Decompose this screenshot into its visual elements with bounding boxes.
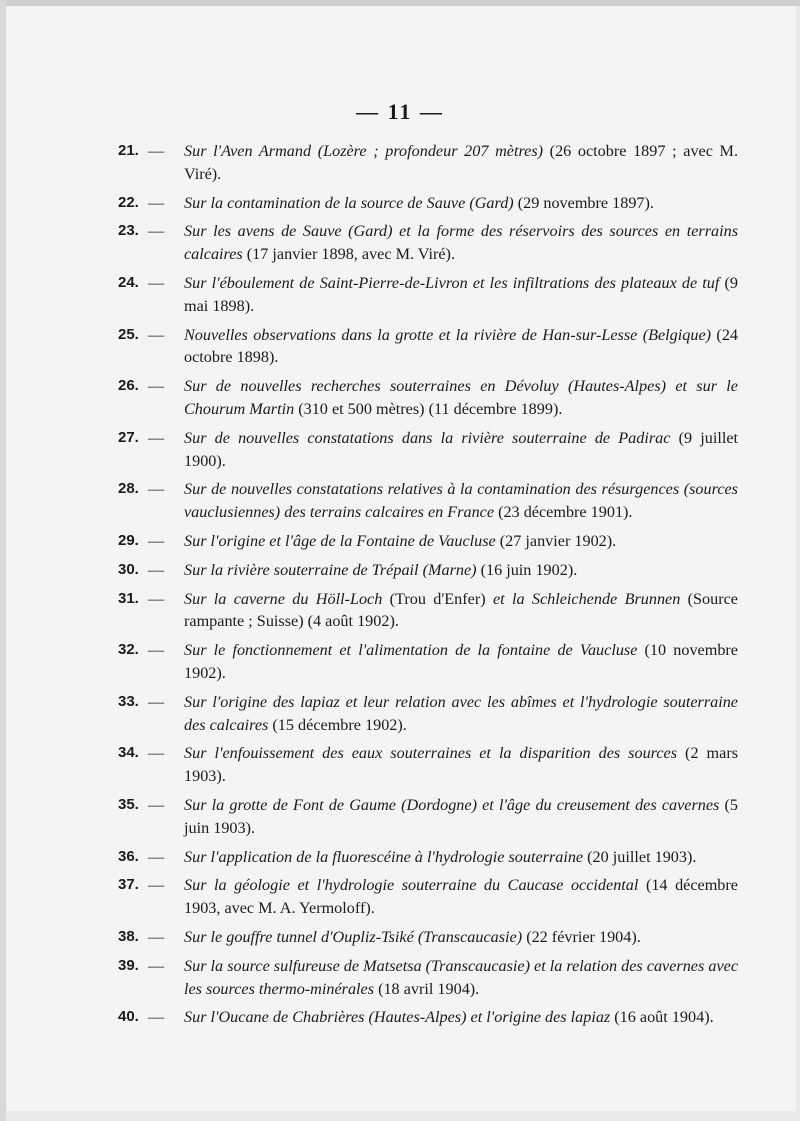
entry-detail: (10 novembre 1902). — [184, 641, 738, 682]
list-item — [118, 1006, 738, 1029]
entry-title: Sur l'origine et l'âge de la Fontaine de Vaucluse — [184, 531, 496, 550]
entry-title: Sur la grotte de Font de Gaume (Dordogne) et l'âge du creusement des cavernes — [184, 795, 720, 814]
entry-title: Sur l'enfouissement des eaux souterraines et la disparition des sources — [184, 744, 678, 763]
entry-dash: — — [148, 692, 165, 711]
list-item — [118, 530, 738, 553]
entry-detail: (9 mai 1898). — [184, 273, 738, 315]
entry-dash: — — [148, 795, 165, 814]
entry-dash: — — [148, 876, 165, 895]
list-item — [118, 874, 738, 920]
entry-dash: — — [148, 641, 165, 660]
entry-number: 29. — [118, 531, 139, 549]
entry-detail: (23 décembre 1901). — [494, 503, 633, 522]
entry-detail: (29 novembre 1897). — [513, 193, 654, 212]
entry-detail: (Source rampante ; Suisse) (4 août 1902). — [184, 589, 738, 631]
entry-title: Sur la rivière souterraine de Trépail (Marne) — [184, 560, 477, 579]
entry-title: Sur de nouvelles constatations dans la rivière souterraine de Padirac — [184, 428, 671, 447]
list-item — [118, 220, 738, 266]
entry-dash: — — [148, 480, 165, 499]
entry-detail: (18 avril 1904). — [374, 979, 480, 998]
entry-detail: (22 février 1904). — [522, 927, 641, 946]
page-number: — 11 — — [356, 99, 444, 124]
entry-number: 22. — [118, 193, 139, 211]
entry-dash: — — [148, 222, 165, 241]
entry-dash: — — [148, 560, 165, 579]
entry-title: Sur la contamination de la source de Sauve (Gard) — [184, 193, 514, 212]
list-item — [118, 140, 738, 186]
list-item — [118, 846, 738, 869]
list-item — [118, 926, 738, 949]
entry-number: 35. — [118, 795, 139, 813]
entry-detail: (16 août 1904). — [610, 1008, 714, 1027]
entry-dash: — — [148, 927, 165, 946]
entry-title: Sur les avens de Sauve (Gard) et la forme des réservoirs des sources en terrains calcaires — [184, 222, 738, 264]
entry-title: Sur le fonctionnement et l'alimentation de la fontaine de Vaucluse — [184, 641, 638, 660]
entry-detail: (5 juin 1903). — [184, 795, 738, 837]
list-item — [118, 324, 738, 370]
list-item — [118, 272, 738, 318]
entry-title: Sur l'origine des lapiaz et leur relation avec les abîmes et l'hydrologie souterraine des calcaires — [184, 692, 738, 734]
entry-title: Sur de nouvelles recherches souterraines en Dévoluy (Hautes-Alpes) et sur le Chourum Martin — [184, 377, 738, 418]
list-item — [118, 375, 738, 421]
entry-number: 31. — [118, 589, 139, 607]
entry-detail: (20 juillet 1903). — [583, 847, 697, 866]
entry-title: et la Schleichende Brunnen — [492, 589, 681, 608]
entry-number: 30. — [118, 560, 139, 578]
list-item — [118, 427, 738, 473]
entry-detail: (Trou d'Enfer) — [382, 589, 493, 608]
entry-number: 21. — [118, 142, 139, 159]
entry-detail: (310 et 500 mètres) (11 décembre 1899). — [294, 399, 563, 418]
entry-number: 27. — [118, 428, 139, 446]
entry-number: 24. — [118, 273, 139, 291]
entry-detail: (16 juin 1902). — [476, 560, 578, 579]
entry-number: 25. — [118, 325, 139, 343]
entry-title: Sur de nouvelles constatations relatives à la contamination des résurgences (sources vauclusiennes) des terrains calcaires en France — [184, 480, 738, 522]
entry-title: Sur l'éboulement de Saint-Pierre-de-Livron et les infiltrations des plateaux de tuf — [184, 273, 720, 292]
entry-dash: — — [148, 273, 165, 292]
entry-number: 32. — [118, 641, 139, 659]
entry-detail: (2 mars 1903). — [184, 744, 739, 786]
entry-detail: (27 janvier 1902). — [495, 531, 617, 550]
list-item — [118, 192, 738, 215]
entry-title: Sur l'Aven Armand (Lozère ; profondeur 207 mètres) — [184, 142, 544, 160]
entry-title: Sur la caverne du Höll-Loch — [184, 589, 383, 608]
entry-title: Sur la géologie et l'hydrologie souterraine du Caucase occidental — [184, 876, 639, 895]
list-item — [118, 478, 738, 524]
entry-detail: (15 décembre 1902). — [268, 715, 407, 734]
list-item — [118, 639, 738, 685]
entry-number: 28. — [118, 480, 139, 498]
entry-detail: (14 décembre 1903, avec M. A. Yermoloff). — [184, 876, 738, 918]
entry-dash: — — [148, 531, 165, 550]
publication-list — [118, 140, 738, 1035]
entry-number: 33. — [118, 692, 139, 710]
entry-dash: — — [148, 1008, 165, 1027]
entry-number: 40. — [118, 1008, 139, 1026]
entry-dash: — — [148, 744, 165, 763]
entry-dash: — — [148, 956, 165, 975]
entry-dash: — — [148, 377, 165, 396]
entry-number: 36. — [118, 847, 139, 865]
list-item — [118, 794, 738, 840]
entry-title: Sur l'Oucane de Chabrières (Hautes-Alpes) et l'origine des lapiaz — [184, 1008, 611, 1027]
list-item — [118, 588, 738, 634]
entry-dash: — — [148, 142, 165, 160]
entry-number: 26. — [118, 377, 139, 395]
entry-title: Sur la source sulfureuse de Matsetsa (Transcaucasie) et la relation des cavernes avec les sources thermo-minérales — [184, 956, 738, 998]
entry-dash: — — [148, 428, 165, 447]
entry-title: Sur l'application de la fluorescéine à l'hydrologie souterraine — [184, 847, 584, 866]
entry-number: 23. — [118, 222, 139, 240]
entry-detail: (24 octobre 1898). — [184, 325, 739, 367]
entry-number: 38. — [118, 927, 139, 945]
entry-number: 34. — [118, 744, 139, 762]
entry-detail: (26 octobre 1897 ; avec M. Viré). — [184, 142, 738, 183]
list-item — [118, 742, 738, 788]
entry-dash: — — [148, 847, 165, 866]
entry-title: Nouvelles observations dans la grotte et la rivière de Han-sur-Lesse (Belgique) — [184, 325, 712, 344]
entry-dash: — — [148, 589, 165, 608]
entry-detail: (17 janvier 1898, avec M. Viré). — [242, 245, 455, 264]
list-item — [118, 955, 738, 1001]
entry-detail: (9 juillet 1900). — [184, 428, 738, 470]
entry-dash: — — [148, 193, 165, 212]
list-item — [118, 559, 738, 582]
list-item — [118, 691, 738, 737]
entry-title: Sur le gouffre tunnel d'Oupliz-Tsiké (Transcaucasie) — [184, 927, 523, 946]
entry-number: 39. — [118, 956, 139, 974]
entry-number: 37. — [118, 876, 139, 894]
entry-dash: — — [148, 325, 165, 344]
